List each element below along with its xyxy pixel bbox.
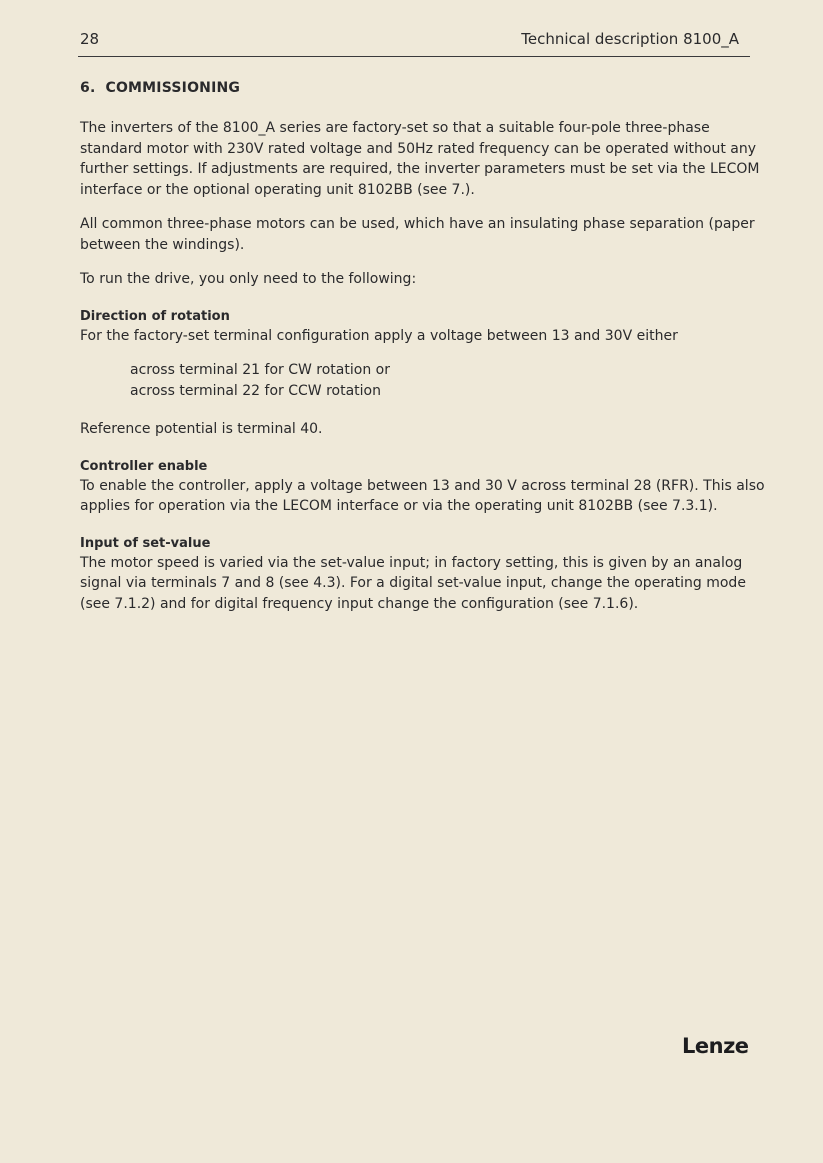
- lenze-logo: Lenze: [682, 1034, 749, 1058]
- direction-heading: Direction of rotation: [80, 308, 230, 324]
- header-rule: [78, 56, 750, 57]
- section-title-text: COMMISSIONING: [105, 80, 241, 96]
- direction-text: For the factory-set terminal configuration apply a voltage between 13 and 30V either: [80, 327, 678, 344]
- motors-paragraph: All common three-phase motors can be used, which have an insulating phase separation (paper between the windings).: [80, 216, 755, 253]
- setvalue-text: The motor speed is varied via the set-value input; in factory setting, this is given by an analog signal via terminals 7 and 8 (see 4.3). For a digital set-value input, change the operating mode (see 7.1.2) and for digital frequency input change the configuration (see 7.1.6).: [80, 554, 746, 612]
- section-number: 6.: [80, 80, 96, 96]
- direction-ccw: across terminal 22 for CCW rotation: [130, 382, 381, 399]
- page-number: 28: [80, 30, 100, 48]
- setvalue-heading: Input of set-value: [80, 535, 211, 551]
- direction-terminals: [130, 360, 770, 401]
- section-title: [80, 80, 770, 96]
- page-content: [80, 80, 770, 628]
- controller-heading: Controller enable: [80, 458, 208, 474]
- controller-text: To enable the controller, apply a voltage between 13 and 30 V across terminal 28 (RFR). This also applies for operation via the LECOM interface or via the operating unit 8102BB (see 7.3.1).: [80, 477, 765, 514]
- run-paragraph: To run the drive, you only need to the following:: [80, 271, 417, 287]
- intro-paragraph: The inverters of the 8100_A series are factory-set so that a suitable four-pole three-phase standard motor with 230V rated voltage and 50Hz rated frequency can be operated without any further settings. If adjustments are required, the inverter parameters must be set via the LECOM interface or the optional operating unit 8102BB (see 7.).: [80, 120, 760, 198]
- direction-cw: across terminal 21 for CW rotation or: [130, 362, 390, 378]
- running-title: Technical description 8100_A: [521, 30, 739, 48]
- reference-potential: Reference potential is terminal 40.: [80, 421, 323, 437]
